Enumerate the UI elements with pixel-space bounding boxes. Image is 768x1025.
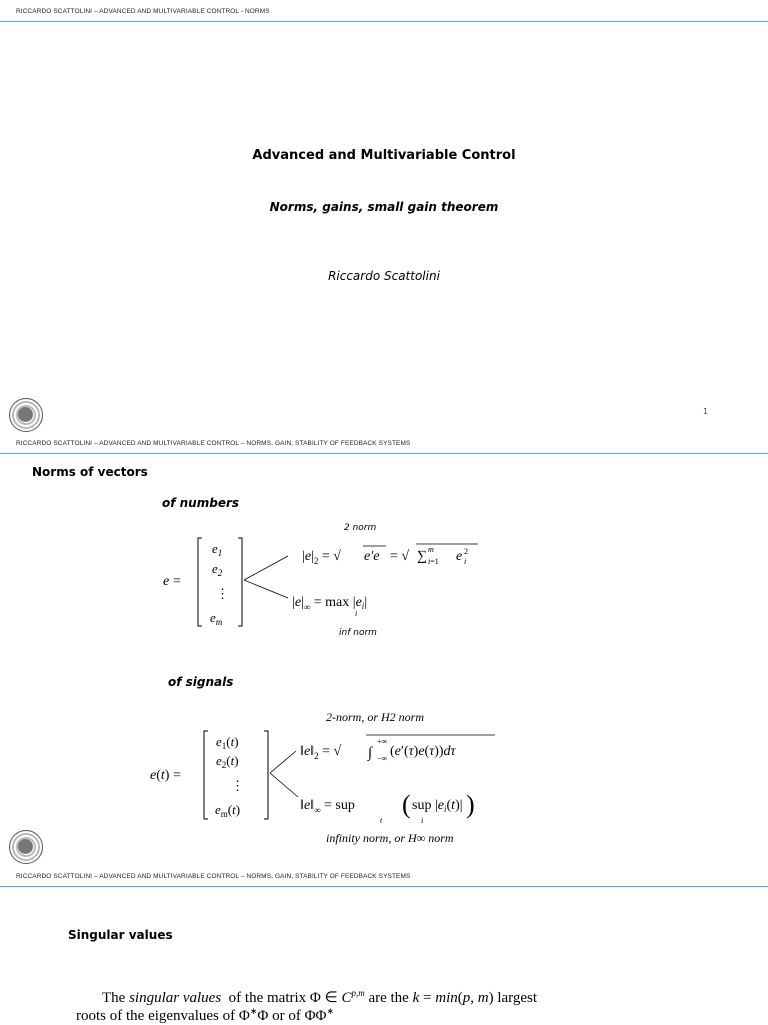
vector-right-bracket [238, 538, 242, 626]
slide1-header-rule [0, 21, 768, 22]
svg-text:i: i [355, 609, 358, 618]
branch-line-lower [244, 580, 288, 598]
signal-inf-norm-label: infinity norm, or H∞ norm [326, 831, 454, 845]
section-heading-singular-values: Singular values [68, 928, 173, 942]
singular-values-definition-line1: The singular values of the matrix Φ ∈ C$^{p,m}$ are the k = min(p, m) largest [102, 988, 538, 1006]
slide2-header: RICCARDO SCATTOLINI – ADVANCED AND MULTIVARIABLE CONTROL – NORMS, GAIN, STABILITY OF FEEDBACK SYSTEMS [16, 440, 411, 447]
svg-text:e: e [456, 549, 463, 564]
svg-text:∫: ∫ [368, 745, 373, 761]
university-seal-logo [9, 398, 43, 432]
inf-norm-label: inf norm [339, 628, 377, 638]
signal-lhs: e(t) = [150, 768, 181, 783]
branch-line-upper [244, 556, 288, 580]
svg-text:+∞: +∞ [377, 737, 388, 746]
presentation-subtitle: Norms, gains, small gain theorem [269, 200, 499, 214]
singular-values-definition-line2: roots of the eigenvalues of Φ∗Φ or of ΦΦ∗ [76, 1006, 335, 1024]
signal-entry-em: $e_m(t)$ [215, 802, 241, 819]
signal-norm-formulas [140, 725, 520, 830]
svg-text:i: i [421, 816, 424, 825]
page-number: 1 [703, 407, 709, 416]
signal-branch-upper [270, 751, 296, 773]
signal-left-bracket [204, 731, 208, 819]
svg-text:): ) [466, 790, 475, 819]
signal-entry-e2: $e_2(t)$ [216, 753, 239, 770]
svg-text:i=1: i=1 [428, 557, 439, 566]
svg-text:(: ( [402, 790, 411, 819]
vector-lhs: e [163, 574, 170, 589]
svg-text:∑: ∑ [417, 549, 427, 564]
vector-entry-em: $e_m$ [210, 610, 223, 627]
signal-entry-dots: ⋮ [231, 778, 244, 793]
vector-entry-e2: $e_2$ [212, 561, 223, 578]
slide3-header: RICCARDO SCATTOLINI – ADVANCED AND MULTIVARIABLE CONTROL – NORMS, GAIN, STABILITY OF FEEDBACK SYSTEMS [16, 873, 411, 880]
subheading-of-numbers: of numbers [162, 496, 240, 510]
signal-branch-lower [270, 773, 298, 797]
vector-left-bracket [198, 538, 202, 626]
university-seal-logo-2 [9, 830, 43, 864]
svg-text:−∞: −∞ [377, 754, 388, 763]
two-norm-label: 2 norm [344, 523, 377, 533]
svg-text:(e′(τ)e(τ))dτ: (e′(τ)e(τ))dτ [390, 744, 456, 759]
vector-entry-e1: $e_1$ [212, 541, 223, 558]
vector-equals: = [173, 574, 181, 589]
subheading-of-signals: of signals [168, 675, 234, 689]
presentation-title: Advanced and Multivariable Control [252, 148, 516, 163]
svg-text:m: m [428, 545, 434, 554]
author-name: Riccardo Scattolini [328, 269, 440, 283]
signal-entry-e1: $e_1(t)$ [216, 734, 239, 751]
formula-signal-inf-norm: $‖e‖_\infty$ = sup [300, 798, 355, 815]
slide1-header: RICCARDO SCATTOLINI – ADVANCED AND MULTIVARIABLE CONTROL - NORMS [16, 8, 270, 15]
svg-text:t: t [380, 816, 383, 825]
svg-text:sup |ei(t)|: sup $|e_i(t)|$ [412, 798, 463, 814]
svg-text:i: i [464, 557, 467, 566]
signal-right-bracket [264, 731, 268, 819]
svg-text:= √: = √ [390, 549, 410, 564]
formula-inf-norm: $|e|_\infty = \max |e_i|$ [292, 595, 368, 612]
slide2-header-rule [0, 453, 768, 454]
signal-2-norm-label: 2-norm, or H2 norm [326, 710, 425, 724]
slide3-header-rule [0, 886, 768, 887]
svg-text:2: 2 [464, 547, 468, 556]
section-heading-norms-of-vectors: Norms of vectors [32, 465, 148, 479]
formula-signal-2-norm: $‖e‖_2$ = √ [300, 744, 342, 761]
formula-2-norm: $|e|_2$ = √ [302, 549, 341, 566]
vector-norm-formulas [140, 528, 520, 638]
vector-entry-dots: ⋮ [216, 586, 229, 601]
svg-text:e′e: e′e [364, 549, 380, 564]
